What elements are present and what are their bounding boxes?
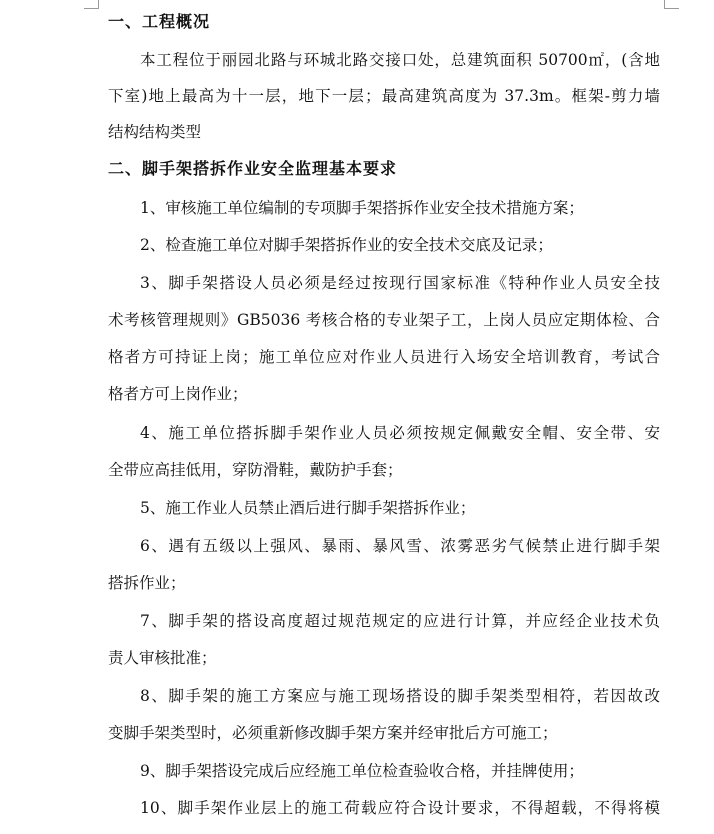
list-item-line: 2、检查施工单位对脚手架搭拆作业的安全技术交底及记录； bbox=[140, 236, 553, 254]
list-item-line: 5、施工作业人员禁止酒后进行脚手架搭拆作业； bbox=[140, 499, 476, 517]
list-item-line: 10、脚手架作业层上的施工荷载应符合设计要求，不得超载，不得将模 bbox=[140, 799, 660, 817]
list-item-line: 责人审核批准； bbox=[108, 649, 217, 667]
paragraph-line: 结构结构类型 bbox=[108, 123, 202, 141]
list-item-line: 格者方可持证上岗；施工单位应对作业人员进行入场安全培训教育，考试合 bbox=[108, 348, 660, 366]
list-item-line: 6、遇有五级以上强风、暴雨、暴风雪、浓雾恶劣气候禁止进行脚手架 bbox=[140, 537, 660, 555]
list-item-line: 7、脚手架的搭设高度超过规范规定的应进行计算，并应经企业技术负 bbox=[140, 612, 660, 630]
page-corner-mark-left bbox=[84, 0, 99, 9]
list-item-line: 9、脚手架搭设完成后应经施工单位检查验收合格，并挂牌使用； bbox=[140, 762, 584, 780]
list-item-line: 术考核管理规则》GB5036 考核合格的专业架子工，上岗人员应定期体检、合 bbox=[108, 311, 660, 329]
paragraph-line: 下室)地上最高为十一层，地下一层；最高建筑高度为 37.3m。框架-剪力墙 bbox=[108, 87, 660, 105]
page-corner-mark-right bbox=[664, 0, 679, 9]
list-item-line: 1、审核施工单位编制的专项脚手架搭拆作业安全技术措施方案； bbox=[140, 199, 584, 217]
paragraph-line: 本工程位于丽园北路与环城北路交接口处，总建筑面积 50700㎡，(含地 bbox=[140, 51, 660, 69]
section-heading: 二、脚手架搭拆作业安全监理基本要求 bbox=[108, 159, 398, 178]
list-item-line: 3、脚手架搭设人员必须是经过按现行国家标准《特种作业人员安全技 bbox=[140, 274, 660, 292]
list-item-line: 格者方可上岗作业； bbox=[108, 385, 248, 403]
list-item-line: 全带应高挂低用，穿防滑鞋，戴防护手套； bbox=[108, 461, 403, 479]
list-item-line: 变脚手架类型时，必须重新修改脚手架方案并经审批后方可施工； bbox=[108, 724, 558, 742]
list-item-line: 8、脚手架的施工方案应与施工现场搭设的脚手架类型相符，若因故改 bbox=[140, 687, 660, 705]
list-item-line: 搭拆作业； bbox=[108, 574, 186, 592]
list-item-line: 4、施工单位搭拆脚手架作业人员必须按规定佩戴安全帽、安全带、安 bbox=[140, 424, 660, 442]
section-heading: 一、工程概况 bbox=[108, 12, 211, 31]
